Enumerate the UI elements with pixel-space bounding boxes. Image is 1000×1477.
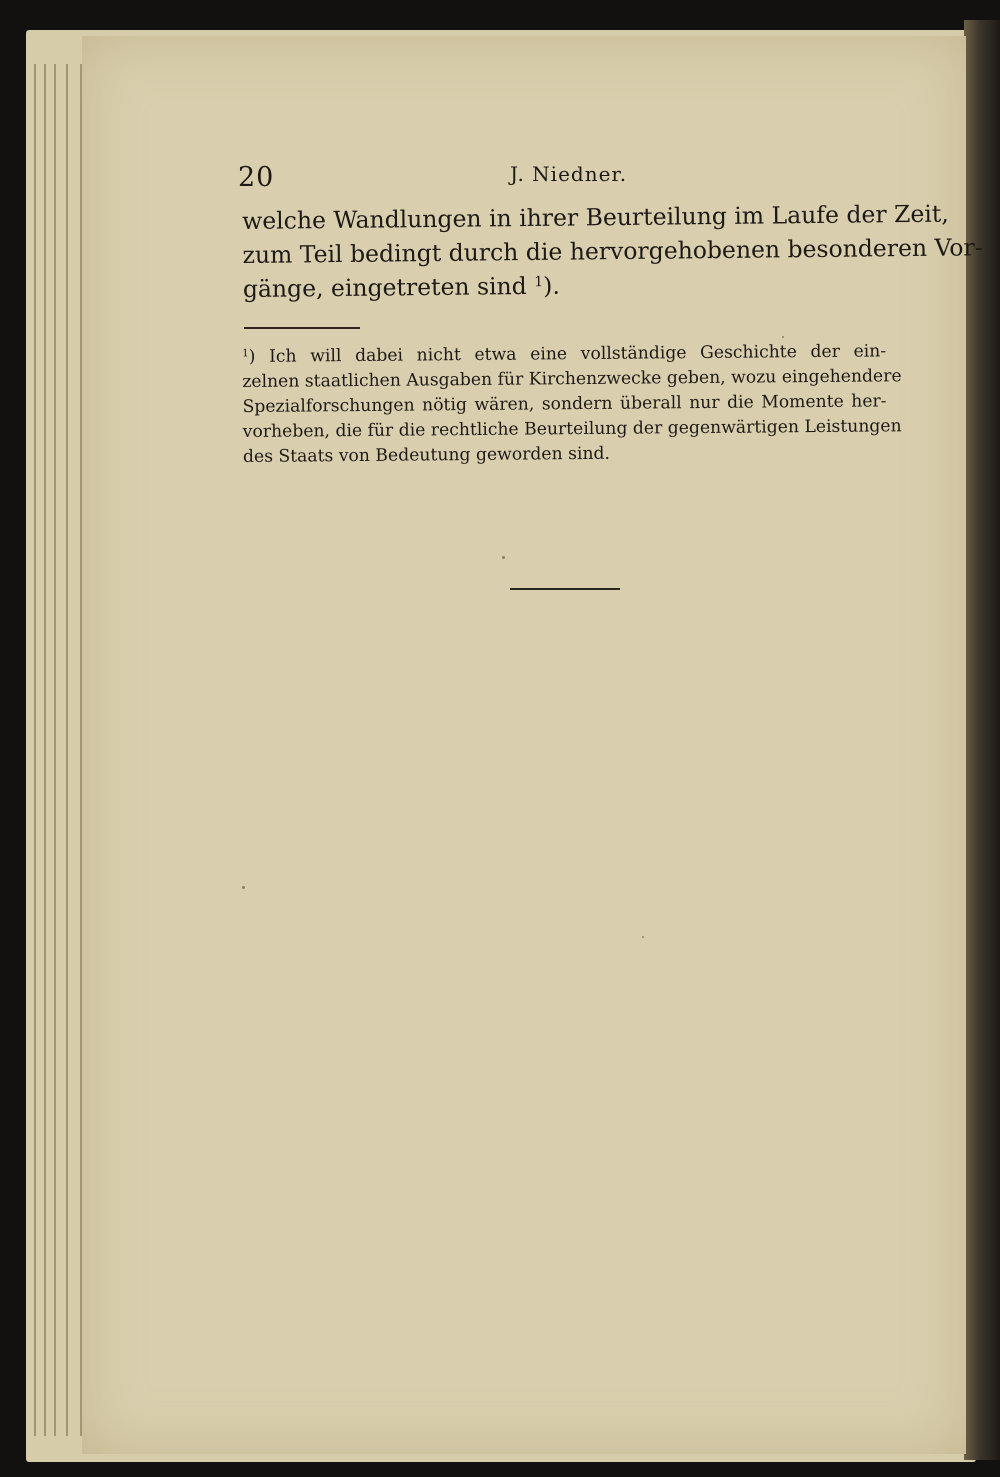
footnote-marker: 1 <box>242 347 249 360</box>
section-end-rule <box>510 588 620 590</box>
footnote-line: Spezialforschungen nötig wären, sondern überall nur die Momente her- <box>242 391 887 417</box>
body-line: welche Wandlungen in ihrer Beurteilung im Laufe der Zeit, <box>242 199 949 235</box>
footnote-line-text: Ich will dabei nicht etwa eine vollständige Geschichte der ein- <box>268 341 887 367</box>
running-head: J. Niedner. <box>510 162 628 186</box>
body-line: zum Teil bedingt durch die hervorgehobenen besonderen Vor- <box>242 233 983 269</box>
footnote-line: des Staats von Bedeutung geworden sind. <box>242 443 611 467</box>
footnote <box>242 339 902 470</box>
footnote-reference: 1 <box>534 274 544 291</box>
footnote-line: vorheben, die für die rechtliche Beurteilung der gegenwärtigen Leistungen <box>242 416 902 442</box>
body-line-text: gänge, eingetreten sind <box>242 272 527 303</box>
page-number: 20 <box>238 162 275 193</box>
body-paragraph <box>242 197 983 306</box>
footnote-separator <box>244 327 360 329</box>
footnote-marker-close: ) <box>248 346 256 367</box>
body-line <box>243 265 883 306</box>
footnote-line: zelnen staatlichen Ausgaben für Kirchenzwecke geben, wozu eingehendere <box>242 366 902 392</box>
body-line-end: ). <box>543 271 561 300</box>
